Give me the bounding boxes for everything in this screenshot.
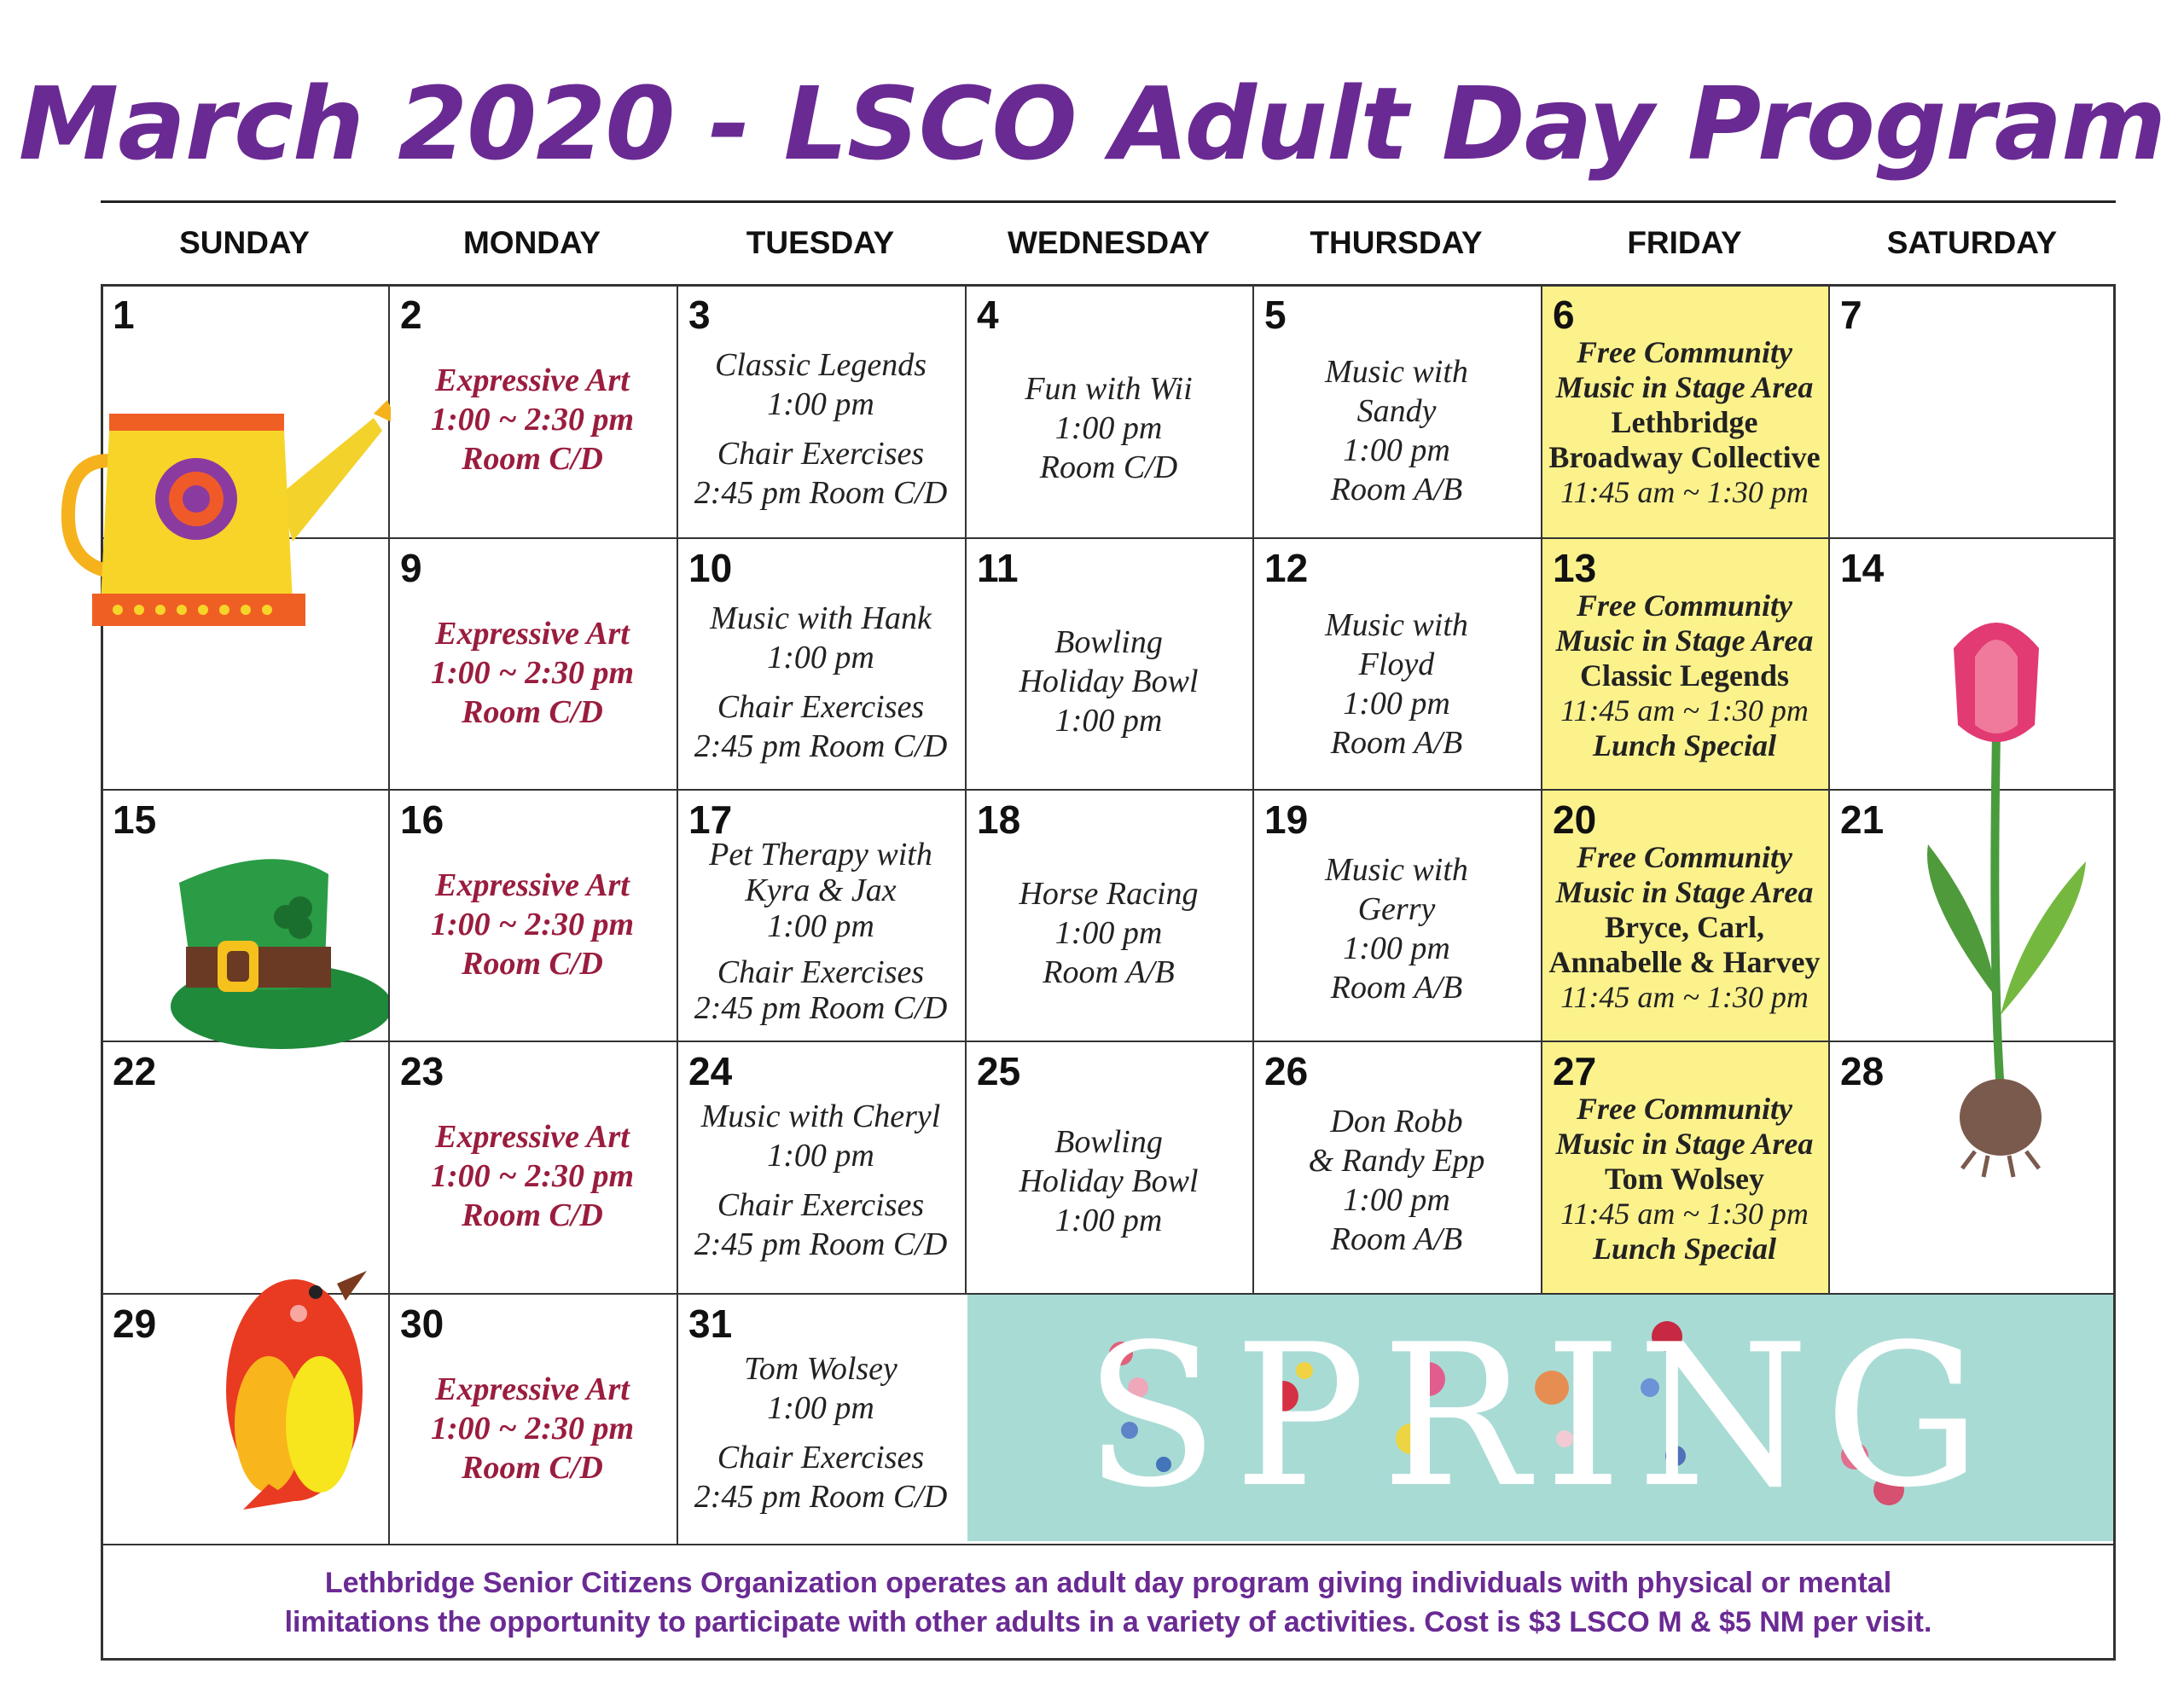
- day-cell: [388, 789, 677, 1041]
- spring-word: SPRING: [1083, 1303, 1997, 1531]
- day-number: 10: [688, 546, 733, 590]
- event-text: Free Community Music in Stage Area Classic Legends 11:45 am ~ 1:30 pm Lunch Special: [1555, 588, 1814, 762]
- day-cell: [101, 789, 388, 1041]
- day-number: 25: [977, 1049, 1021, 1093]
- day-cell: [677, 537, 965, 789]
- day-number: 26: [1264, 1049, 1309, 1093]
- day-cell: [1252, 284, 1541, 537]
- event-text: Music with Gerry 1:00 pm Room A/B: [1325, 852, 1468, 1006]
- event-text: Pet Therapy with Kyra & Jax 1:00 pm Chair Exercises 2:45 pm Room C/D: [694, 837, 948, 1026]
- day-number: 7: [1840, 293, 1862, 337]
- day-cell: [1828, 789, 2116, 1041]
- event-text: Classic Legends 1:00 pm Chair Exercises 2:45 pm Room C/D: [694, 347, 948, 511]
- day-cell: [388, 284, 677, 537]
- title-divider: [101, 200, 2116, 203]
- event-text: Free Community Music in Stage Area Bryce, Carl, Annabelle & Harvey 11:45 am ~ 1:30 pm: [1548, 840, 1821, 1014]
- day-number: 5: [1264, 293, 1287, 337]
- day-number: 2: [400, 293, 422, 337]
- event-text: Expressive Art 1:00 ~ 2:30 pm Room C/D: [430, 1371, 635, 1486]
- event-text: Bowling Holiday Bowl 1:00 pm: [1019, 1124, 1199, 1238]
- event-text: Expressive Art 1:00 ~ 2:30 pm Room C/D: [430, 1119, 635, 1233]
- event-text: Free Community Music in Stage Area Tom Wolsey 11:45 am ~ 1:30 pm Lunch Special: [1555, 1092, 1814, 1266]
- day-number: 14: [1840, 546, 1885, 590]
- event-text: Music with Cheryl 1:00 pm Chair Exercises 2:45 pm Room C/D: [694, 1099, 948, 1262]
- day-cell: [965, 789, 1252, 1041]
- event-text: Horse Racing 1:00 pm Room A/B: [1019, 876, 1199, 990]
- day-cell: [388, 1293, 677, 1544]
- day-cell: [1252, 537, 1541, 789]
- day-number: 23: [400, 1049, 444, 1093]
- event-text: Music with Hank 1:00 pm Chair Exercises 2:45 pm Room C/D: [694, 600, 948, 764]
- dayname-sunday: SUNDAY: [179, 225, 310, 260]
- day-cell: [677, 1293, 965, 1544]
- day-cell: [1828, 1041, 2116, 1293]
- event-text: Don Robb & Randy Epp 1:00 pm Room A/B: [1308, 1104, 1485, 1257]
- day-number: 31: [688, 1301, 733, 1346]
- day-cell: [1828, 284, 2116, 537]
- event-text: Expressive Art 1:00 ~ 2:30 pm Room C/D: [430, 867, 635, 982]
- day-cell: [1541, 537, 1828, 789]
- day-number: 13: [1553, 546, 1597, 590]
- day-number: 22: [113, 1049, 157, 1093]
- day-number: 4: [977, 293, 999, 337]
- day-number: 1: [113, 293, 135, 337]
- day-number: 15: [113, 797, 157, 842]
- day-number: 21: [1840, 797, 1885, 842]
- day-cell: [101, 1041, 388, 1293]
- day-number: 9: [400, 546, 422, 590]
- day-number: 30: [400, 1301, 444, 1346]
- event-text: Tom Wolsey 1:00 pm Chair Exercises 2:45 pm Room C/D: [694, 1351, 948, 1515]
- day-cell: [677, 1041, 965, 1293]
- day-number: 12: [1264, 546, 1309, 590]
- day-number: 27: [1553, 1049, 1597, 1093]
- event-text: Bowling Holiday Bowl 1:00 pm: [1019, 624, 1199, 739]
- day-cell: [388, 537, 677, 789]
- day-number: 24: [688, 1049, 733, 1093]
- event-text: Expressive Art 1:00 ~ 2:30 pm Room C/D: [430, 362, 635, 477]
- day-number: 19: [1264, 797, 1309, 842]
- day-cell: [1541, 789, 1828, 1041]
- day-number: 28: [1840, 1049, 1885, 1093]
- dayname-thursday: THURSDAY: [1310, 225, 1483, 260]
- day-number: 17: [688, 797, 733, 842]
- page-title: March 2020 - LSCO Adult Day Program: [18, 65, 2166, 183]
- day-number: 11: [977, 546, 1019, 590]
- day-cell: [677, 789, 965, 1041]
- day-cell: [965, 1041, 1252, 1293]
- day-number: 16: [400, 797, 444, 842]
- event-text: Free Community Music in Stage Area Lethbridge Broadway Collective 11:45 am ~ 1:30 pm: [1548, 335, 1821, 509]
- event-text: Expressive Art 1:00 ~ 2:30 pm Room C/D: [430, 616, 635, 730]
- footer-line: limitations the opportunity to participate with other adults in a variety of activities. Cost is $3 LSCO M & $5 NM per visit.: [284, 1606, 1932, 1638]
- day-number: 29: [113, 1301, 157, 1346]
- day-cell: [101, 1293, 388, 1544]
- day-cell: [388, 1041, 677, 1293]
- day-cell: [1828, 537, 2116, 789]
- dayname-monday: MONDAY: [462, 225, 601, 260]
- dayname-wednesday: WEDNESDAY: [1007, 225, 1211, 260]
- day-cell: [101, 284, 388, 537]
- footer-note: [101, 1545, 2116, 1661]
- day-number: 6: [1553, 293, 1575, 337]
- day-cell: [1252, 1041, 1541, 1293]
- day-cell: [965, 537, 1252, 789]
- event-text: Music with Floyd 1:00 pm Room A/B: [1325, 607, 1468, 761]
- day-cell: [677, 284, 965, 537]
- event-text: Music with Sandy 1:00 pm Room A/B: [1325, 354, 1468, 507]
- day-cell: [965, 284, 1252, 537]
- day-number: 20: [1553, 797, 1597, 842]
- dayname-friday: FRIDAY: [1627, 225, 1742, 260]
- day-cell: [1541, 1041, 1828, 1293]
- footer-line: Lethbridge Senior Citizens Organization operates an adult day program giving individuals with physical or mental: [324, 1567, 1892, 1599]
- dayname-saturday: SATURDAY: [1886, 225, 2058, 260]
- event-text: Fun with Wii 1:00 pm Room C/D: [1025, 371, 1193, 485]
- day-cell: [1541, 284, 1828, 537]
- day-number: 18: [977, 797, 1021, 842]
- day-number: 3: [688, 293, 711, 337]
- day-cell: [1252, 789, 1541, 1041]
- dayname-tuesday: TUESDAY: [746, 225, 895, 260]
